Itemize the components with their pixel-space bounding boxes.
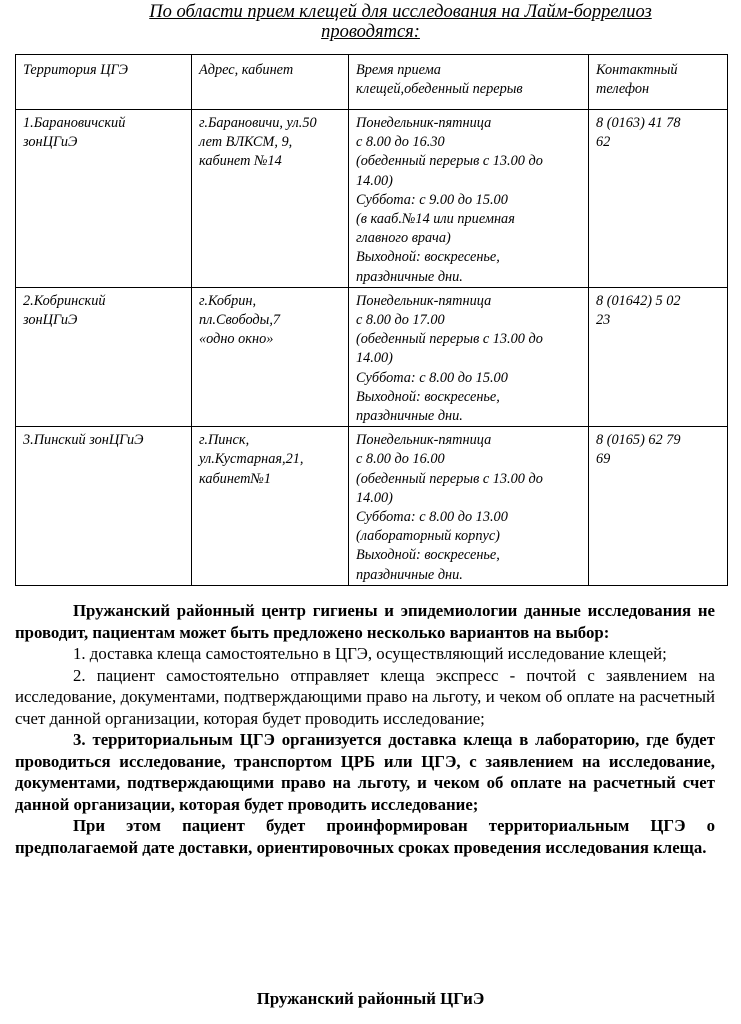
table-row xyxy=(16,110,728,288)
document-heading xyxy=(0,2,741,42)
heading-line-2: проводятся: xyxy=(321,22,420,42)
cell-line: Суббота: с 9.00 до 15.00 xyxy=(356,191,508,208)
cell-line: Понедельник-пятница xyxy=(356,292,492,309)
cell-line: Время приема xyxy=(356,62,441,78)
cell-hours xyxy=(349,110,589,288)
cell-phone xyxy=(589,427,728,586)
cell-line: с 8.00 до 17.00 xyxy=(356,312,445,329)
cell-line: Суббота: с 8.00 до 15.00 xyxy=(356,369,508,386)
cell-line: 8 (0163) 41 78 xyxy=(596,115,681,131)
cell-line: 8 (01642) 5 02 xyxy=(596,292,681,309)
cell-line: Контактный xyxy=(596,62,678,78)
cell-address xyxy=(192,110,349,288)
cell-line: Выходной: воскресенье, xyxy=(356,249,500,266)
cell-line: Понедельник-пятница xyxy=(356,115,492,131)
cell-line: 3.Пинский зонЦГиЭ xyxy=(23,432,144,449)
cell-line: (обеденный перерыв с 13.00 до xyxy=(356,153,543,170)
footer-title: Пружанский районный ЦГиЭ xyxy=(256,989,485,1008)
cell-line: 14.00) xyxy=(356,489,393,506)
cell-line: зонЦГиЭ xyxy=(23,312,78,329)
cell-line: 8 (0165) 62 79 xyxy=(596,432,681,449)
cell-line: с 8.00 до 16.30 xyxy=(356,134,445,151)
cell-line: кабинет№1 xyxy=(199,470,272,487)
table-header-row xyxy=(16,55,728,110)
option-1-paragraph: 1. доставка клеща самостоятельно в ЦГЭ, осуществляющий исследование клещей; xyxy=(73,644,667,663)
cell-line: 1.Барановичский xyxy=(23,115,126,131)
cell-line: зонЦГиЭ xyxy=(23,134,78,151)
cell-line: Выходной: воскресенье, xyxy=(356,388,500,405)
cell-line: телефон xyxy=(596,81,650,98)
cell-phone xyxy=(589,110,728,288)
cell-line: праздничные дни. xyxy=(356,408,463,425)
cell-address xyxy=(192,427,349,586)
cell-line: (обеденный перерыв с 13.00 до xyxy=(356,470,543,487)
cell-territory xyxy=(16,427,192,586)
body-text xyxy=(15,600,715,858)
cell-line: Территория ЦГЭ xyxy=(23,62,129,78)
cell-line: кабинет №14 xyxy=(199,153,282,170)
cell-line: ул.Кустарная,21, xyxy=(199,451,304,468)
table-row xyxy=(16,287,728,426)
option-2-paragraph: 2. пациент самостоятельно отправляет клеща экспресс - почтой с заявлением на исследование, документами, подтверждающими право на льготу, и чеком об оплате на расчетный счет данной организации, которая будет проводить исследование; xyxy=(15,665,715,728)
cell-line: праздничные дни. xyxy=(356,268,463,285)
cell-line: пл.Свободы,7 xyxy=(199,312,281,329)
cell-line: Суббота: с 8.00 до 13.00 xyxy=(356,509,508,526)
cell-line: 62 xyxy=(596,134,611,151)
cell-territory xyxy=(16,287,192,426)
cell-line: г.Барановичи, ул.50 xyxy=(199,115,317,131)
note-paragraph: При этом пациент будет проинформирован территориальным ЦГЭ о предполагаемой дате доставки, ориентировочных сроках проведения исследования клеща. xyxy=(15,816,715,857)
cell-line: Понедельник-пятница xyxy=(356,432,492,449)
cell-address xyxy=(192,287,349,426)
cell-line: главного врача) xyxy=(356,230,451,247)
cell-line: 14.00) xyxy=(356,350,393,367)
cell-line: праздничные дни. xyxy=(356,566,463,583)
cell-line: (в кааб.№14 или приемная xyxy=(356,211,515,228)
cell-line: (обеденный перерыв с 13.00 до xyxy=(356,331,543,348)
cell-line: г.Кобрин, xyxy=(199,292,257,309)
intro-paragraph: Пружанский районный центр гигиены и эпидемиологии данные исследования не проводит, пациентам может быть предложено несколько вариантов на выбор: xyxy=(15,601,715,642)
cell-hours xyxy=(349,427,589,586)
cell-line: г.Пинск, xyxy=(199,432,250,449)
cell-hours xyxy=(349,287,589,426)
cell-line: (лабораторный корпус) xyxy=(356,528,500,545)
cell-line: 2.Кобринский xyxy=(23,292,106,309)
cell-phone xyxy=(589,287,728,426)
cell-line: 23 xyxy=(596,312,611,329)
cell-line: Выходной: воскресенье, xyxy=(356,547,500,564)
cell-territory xyxy=(16,110,192,288)
cell-line: лет ВЛКСМ, 9, xyxy=(199,134,293,151)
cell-line: с 8.00 до 16.00 xyxy=(356,451,445,468)
cell-line: «одно окно» xyxy=(199,331,274,348)
cell-line: 14.00) xyxy=(356,172,393,189)
table-row xyxy=(16,427,728,586)
header-territory xyxy=(16,55,192,110)
reception-table xyxy=(15,54,728,586)
cell-line: Адрес, кабинет xyxy=(199,62,294,78)
header-hours xyxy=(349,55,589,110)
cell-line: 69 xyxy=(596,451,611,468)
header-address xyxy=(192,55,349,110)
heading-line-1: По области прием клещей для исследования на Лайм-боррелиоз xyxy=(149,2,652,22)
option-3-paragraph: 3. территориальным ЦГЭ организуется доставка клеща в лабораторию, где будет проводиться исследование, транспортом ЦРБ или ЦГЭ, с заявлением на исследование, документами, подтверждающими право на льготу, и чеком об оплате на расчетный счет данной организации, которая будет проводить исследование; xyxy=(15,730,715,814)
header-phone xyxy=(589,55,728,110)
cell-line: клещей,обеденный перерыв xyxy=(356,81,523,98)
